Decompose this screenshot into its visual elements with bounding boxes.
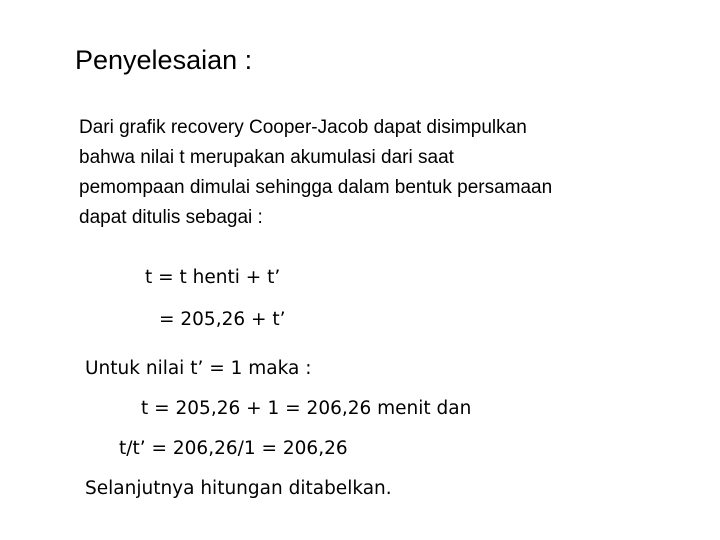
equation-t-definition: t = t henti + t’: [145, 267, 281, 288]
equation-t-value: = 205,26 + t’: [159, 309, 286, 330]
slide-title: Penyelesaian :: [75, 45, 253, 75]
closing-text: Selanjutnya hitungan ditabelkan.: [85, 478, 392, 499]
paragraph-line: dapat ditulis sebagai :: [79, 207, 263, 228]
result-t: t = 205,26 + 1 = 206,26 menit dan: [141, 398, 472, 419]
paragraph-line: bahwa nilai t merupakan akumulasi dari saat: [79, 147, 454, 168]
paragraph-line: pemompaan dimulai sehingga dalam bentuk persamaan: [79, 177, 553, 198]
paragraph-line: Dari grafik recovery Cooper-Jacob dapat disimpulkan: [79, 117, 527, 138]
intro-paragraph: [79, 113, 552, 233]
result-t-ratio: t/t’ = 206,26/1 = 206,26: [119, 438, 348, 459]
condition-text: Untuk nilai t’ = 1 maka :: [85, 358, 312, 379]
